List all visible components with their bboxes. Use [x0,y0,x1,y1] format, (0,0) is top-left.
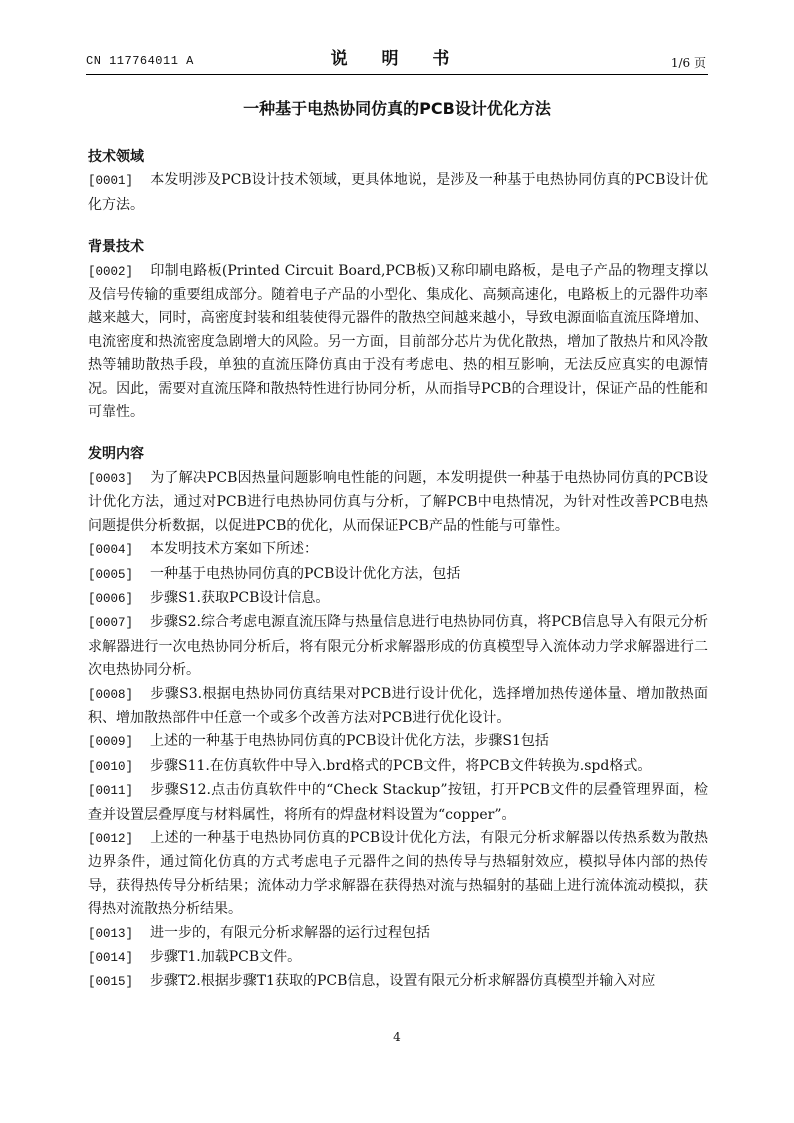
paragraph [88,683,708,731]
paragraph-text: 步骤S3.根据电热协同仿真结果对PCB进行设计优化，选择增加热传递体量、增加散热面积、增加散热部件中任意一个或多个改善方法对PCB进行优化设计。 [88,685,708,726]
paragraph-text: 一种基于电热协同仿真的PCB设计优化方法，包括 [150,565,461,582]
document-title: 一种基于电热协同仿真的PCB设计优化方法 [243,99,551,118]
paragraph [88,260,708,425]
paragraph-number: [0004] [88,543,134,558]
paragraph-text: 步骤S2.综合考虑电源直流压降与热量信息进行电热协同仿真，将PCB信息导入有限元分析求解器进行一次电热协同分析后，将有限元分析求解器形成的仿真模型导入流体动力学求解器进行二次电热协同分析。 [88,614,708,679]
paragraph-text: 步骤T2.根据步骤T1获取的PCB信息，设置有限元分析求解器仿真模型并输入对应 [150,973,656,990]
paragraph-text: 进一步的，有限元分析求解器的运行过程包括 [150,924,430,941]
paragraph-text: 上述的一种基于电热协同仿真的PCB设计优化方法，步骤S1包括 [150,733,549,750]
patent-number: CN 117764011 A [86,54,194,68]
paragraph-number: [0008] [88,687,134,702]
paragraph [88,779,708,827]
paragraph [88,587,708,611]
paragraph-text: 步骤S11.在仿真软件中导入.brd格式的PCB文件，将PCB文件转换为.spd格式。 [150,757,652,774]
paragraph-text: 本发明涉及PCB设计技术领域，更具体地说，是涉及一种基于电热协同仿真的PCB设计优化方法。 [88,172,708,213]
paragraph [88,755,708,779]
paragraph-text: 本发明技术方案如下所述： [150,541,318,558]
paragraph-number: [0015] [88,975,134,990]
paragraph-text: 步骤S1.获取PCB设计信息。 [150,589,330,606]
paragraph [88,563,708,587]
section-heading: 背景技术 [88,239,144,256]
paragraph-text: 为了解决PCB因热量问题影响电性能的问题，本发明提供一种基于电热协同仿真的PCB设计优化方法，通过对PCB进行电热协同仿真与分析，了解PCB中电热情况，为针对性改善PCB电热问题提供分析数据，以促进PCB的优化，从而保证PCB产品的性能与可靠性。 [88,469,708,534]
paragraph-number: [0001] [88,174,134,189]
page-number: 4 [393,1030,401,1044]
paragraph [88,946,708,970]
paragraph-number: [0006] [88,591,134,606]
paragraph [88,730,708,754]
paragraph-number: [0010] [88,759,134,774]
paragraph-number: [0012] [88,831,134,846]
paragraph [88,169,708,217]
paragraph-text: 上述的一种基于电热协同仿真的PCB设计优化方法，有限元分析求解器以传热系数为散热边界条件，通过简化仿真的方式考虑电子元器件之间的热传导与热辐射效应，模拟导体内部的热传导，获得热传导分析结果；流体动力学求解器在获得热对流与热辐射的基础上进行流体流动模拟，获得热对流散热分析结果。 [88,829,708,918]
paragraph [88,922,708,946]
paragraph [88,538,708,562]
paragraph-text: 步骤T1.加载PCB文件。 [150,949,302,965]
document-type: 说 明 书 [330,49,464,69]
paragraph-text: 印制电路板(Printed Circuit Board,PCB板)又称印刷电路板，是电子产品的物理支撑以及信号传输的重要组成部分。随着电子产品的小型化、集成化、高频高速化，电路板上的元器件功率越来越大，同时，高密度封装和组装使得元器件的散热空间越来越小，导致电源面临直流压降增加、电流密度和热流密度急剧增大的风险。另一方面，目前部分芯片为优化散热，增加了散热片和风冷散热等辅助散热手段，单独的直流压降仿真由于没有考虑电、热的相互影响，无法反应真实的电源情况。因此，需要对直流压降和散热特性进行协同分析，从而指导PCB的合理设计，保证产品的性能和可靠性。 [88,262,708,421]
paragraph-number: [0014] [88,951,134,965]
paragraph-text: 步骤S12.点击仿真软件中的“Check Stackup”按钮，打开PCB文件的层叠管理界面，检查并设置层叠厚度与材料属性，将所有的焊盘材料设置为“copper”。 [88,782,708,823]
paragraph [88,611,708,682]
document-body [88,146,708,995]
paragraph-number: [0003] [88,471,134,486]
paragraph [88,467,708,538]
paragraph-number: [0007] [88,616,134,631]
section-heading: 发明内容 [88,446,144,463]
section-heading: 技术领域 [88,149,144,165]
paragraph-number: [0013] [88,926,134,941]
paragraph-number: [0009] [88,735,134,750]
header-divider [86,74,708,75]
paragraph-number: [0011] [88,784,134,799]
paragraph-number: [0002] [88,264,134,279]
paragraph [88,970,708,994]
paragraph-number: [0005] [88,567,134,582]
page-info: 1/6 页 [670,56,706,70]
paragraph [88,827,708,922]
